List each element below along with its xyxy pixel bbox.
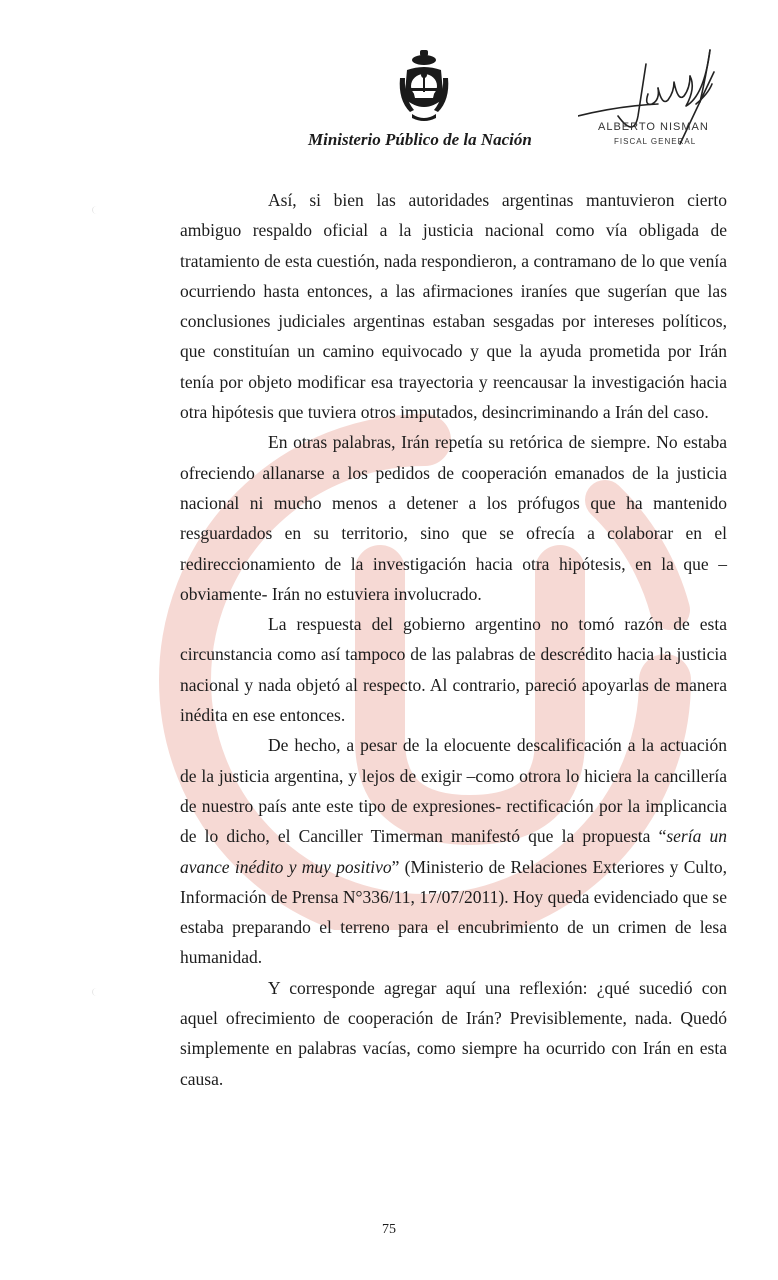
- paragraph: [180, 427, 727, 609]
- scan-margin-mark: [92, 206, 101, 214]
- document-body: [180, 185, 727, 1094]
- paragraph-text: En otras palabras, Irán repetía su retórica de siempre. No estaba ofreciendo allanarse a los pedidos de cooperación emanados de la justicia nacional ni mucho menos a detener a los prófugos que ha mantenido resguardados en su territorio, sino que se ofrecía a colaborar en el redireccionamiento de la investigación hacia otra hipótesis, en la que –obviamente- Irán no estuviera involucrado.: [180, 432, 727, 604]
- ministry-heading: Ministerio Público de la Nación: [308, 130, 532, 149]
- paragraph: [180, 609, 727, 730]
- paragraph-text: Y corresponde agregar aquí una reflexión: ¿qué sucedió con aquel ofrecimiento de cooperación de Irán? Previsiblemente, nada. Quedó simplemente en palabras vacías, como siempre ha ocurrido con Irán en esta causa.: [180, 977, 727, 1089]
- quoted-statement: sería un avance inédito y muy positivo: [180, 826, 727, 877]
- page-number: 75: [382, 1222, 396, 1237]
- paragraph: [180, 185, 727, 427]
- signer-name: ALBERTO NISMAN: [598, 121, 709, 133]
- scan-margin-mark: [92, 988, 101, 996]
- coat-of-arms-seal: [396, 48, 452, 124]
- paragraph-text: ” (Ministerio de Relaciones Exteriores y Culto, Información de Prensa N°336/11, 17/07/2011). Hoy queda evidenciado que se estaba preparando el terreno para el encubrimiento de un crimen de lesa humanidad.: [180, 856, 727, 968]
- paragraph-text: Así, si bien las autoridades argentinas mantuvieron cierto ambiguo respaldo oficial a la justicia nacional como vía obligada de tratamiento de esta cuestión, nada respondieron, a contramano de lo que venía ocurriendo hasta entonces, a las afirmaciones iraníes que sugerían que las conclusiones judiciales argentinas estaban sesgadas por intereses políticos, que constituían un camino equivocado y que la ayuda prometida por Irán tenía por objeto modificar esa trayectoria y reencausar la investigación hacia otra hipótesis que tuviera otros imputados, desincriminando a Irán del caso.: [180, 190, 727, 423]
- paragraph-text: De hecho, a pesar de la elocuente descalificación a la actuación de la justicia argentina, y lejos de exigir –como otrora lo hiciera la cancillería de nuestro país ante este tipo de expresiones- rectificación por la implicancia de lo dicho, el Canciller Timerman manifestó que la propuesta “: [180, 735, 727, 847]
- signer-title: FISCAL GENERAL: [614, 137, 697, 146]
- paragraph-text: La respuesta del gobierno argentino no tomó razón de esta circunstancia como así tampoco de las palabras de descrédito hacia la justicia nacional y nada objetó al respecto. Al contrario, pareció apoyarlas de manera inédita en ese entonces.: [180, 614, 727, 726]
- paragraph: [180, 973, 727, 1094]
- paragraph: [180, 730, 727, 972]
